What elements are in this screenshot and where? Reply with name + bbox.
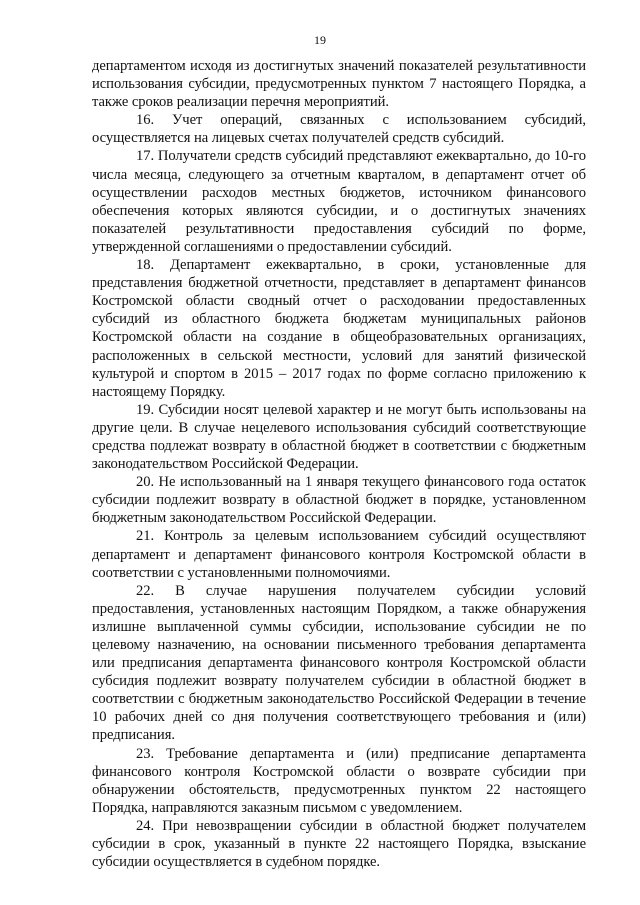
document-body: [92, 57, 586, 871]
paragraph-18: 18. Департамент ежеквартально, в сроки, установленные для представления бюджетной отчетности, представляет в департамент финансов Костромской области сводный отчет о расходовании предоставленных субсидий из областного бюджета бюджетам муниципальных районов Костромской области на создание в общеобразовательных организациях, расположенных в сельской местности, условий для занятий физической культурой и спортом в 2015 – 2017 годах по форме согласно приложению к настоящему Порядку.: [92, 257, 586, 400]
page-number: 19: [314, 33, 326, 47]
paragraph-15-continuation: департаментом исходя из достигнутых значений показателей результативности использования субсидии, предусмотренных пунктом 7 настоящего Порядка, а также сроков реализации перечня мероприятий.: [92, 58, 586, 111]
paragraph-16: 16. Учет операций, связанных с использованием субсидий, осуществляется на лицевых счетах получателей средств субсидий.: [92, 112, 586, 147]
paragraph-17: 17. Получатели средств субсидий представляют ежеквартально, до 10-го числа месяца, следующего за отчетным кварталом, в департамент отчет об осуществлении расходов местных бюджетов, источником финансового обеспечения которых являются субсидии, и о достигнутых значениях показателей результативности предоставления субсидий по форме, утвержденной соглашениями о предоставлении субсидий.: [92, 148, 586, 255]
paragraph-23: 23. Требование департамента и (или) предписание департамента финансового контроля Костромской области о возврате субсидии при обнаружении обстоятельств, предусмотренных пунктом 22 настоящего Порядка, направляются заказным письмом с уведомлением.: [92, 745, 586, 816]
paragraph-19: 19. Субсидии носят целевой характер и не могут быть использованы на другие цели. В случае нецелевого использования субсидий соответствующие средства подлежат возврату в областной бюджет в соответствии с бюджетным законодательством Российской Федерации.: [92, 401, 586, 473]
paragraph-20: 20. Не использованный на 1 января текущего финансового года остаток субсидии подлежит возврату в областной бюджет в порядке, установленном бюджетным законодательством Российской Федерации.: [92, 474, 586, 527]
paragraph-21: 21. Контроль за целевым использованием субсидий осуществляют департамент и департамент финансового контроля Костромской области в соответствии с установленными полномочиями.: [92, 528, 586, 581]
paragraph-24: 24. При невозвращении субсидии в областной бюджет получателем субсидии в срок, указанный в пункте 22 настоящего Порядка, взыскание субсидии осуществляется в судебном порядке.: [92, 817, 586, 871]
paragraph-22: 22. В случае нарушения получателем субсидии условий предоставления, установленных настоящим Порядком, а также обнаружения излишне выплаченной суммы субсидии, использование субсидии не по целевому назначению, на основании письменного требования департамента или предписания департамента финансового контроля Костромской области субсидия подлежит возврату получателем субсидии в областной бюджет в соответствии с бюджетным законодательство Российской Федерации в течение 10 рабочих дней со дня получения соответствующего требования и (или) предписания.: [92, 582, 586, 744]
